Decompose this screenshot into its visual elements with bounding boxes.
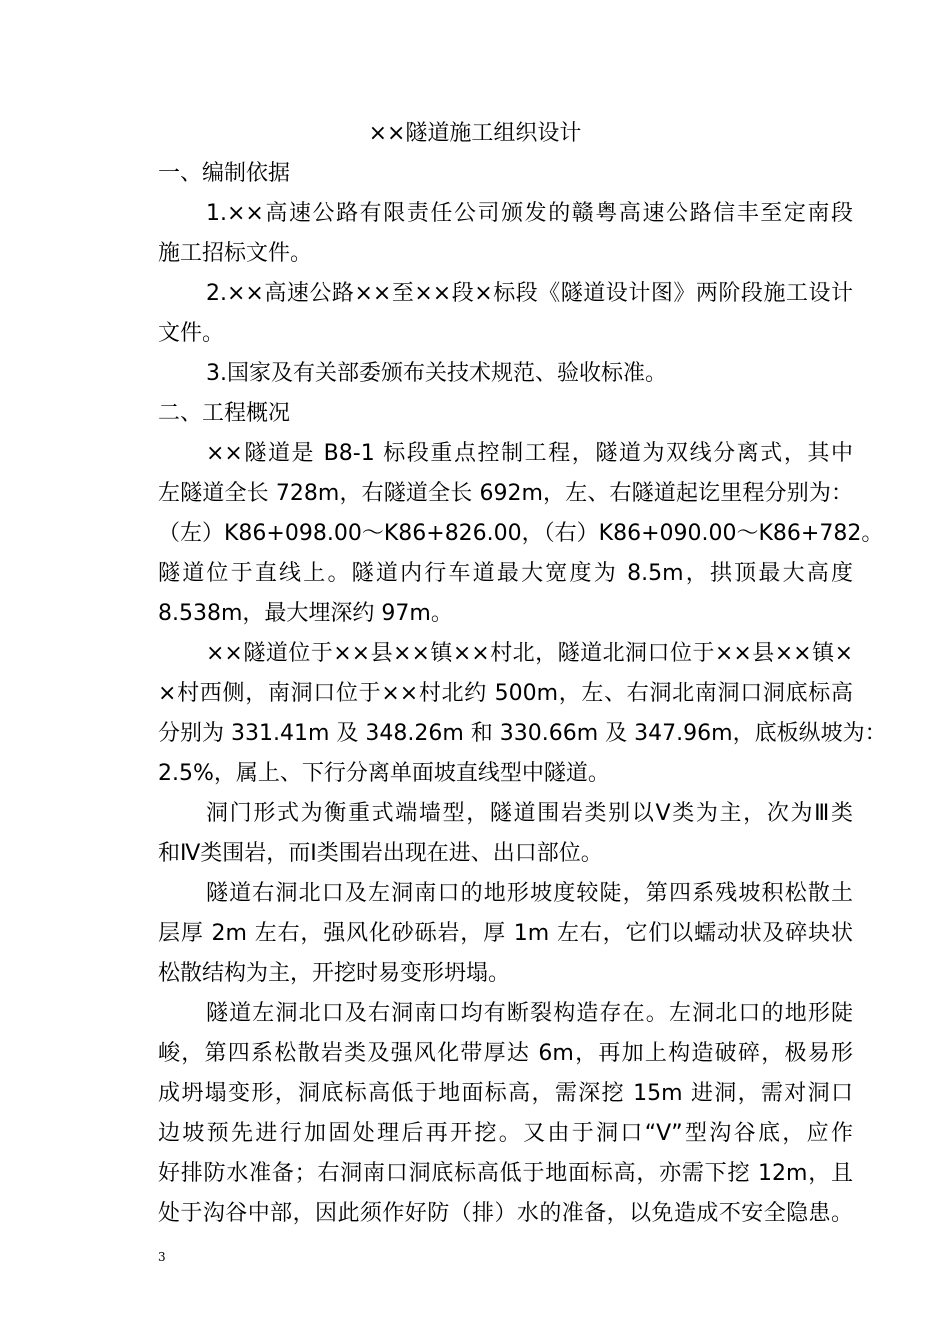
overview-paragraph-2-line-1: ××隧道位于××县××镇××村北，隧道北洞口位于××县××镇× [206, 641, 853, 666]
overview-paragraph-2-line-2: ×村西侧，南洞口位于××村北约 500m，左、右洞北南洞口洞底标高 [158, 681, 853, 706]
basis-item-3-line-1: 3.国家及有关部委颁布关技术规范、验收标准。 [206, 361, 667, 386]
overview-paragraph-5-line-1: 隧道左洞北口及右洞南口均有断裂构造存在。左洞北口的地形陡 [206, 1001, 853, 1026]
overview-paragraph-1-line-3: （左）K86+098.00～K86+826.00，（右）K86+090.00～K86+782。 [158, 521, 884, 546]
document-title: ××隧道施工组织设计 [368, 121, 582, 146]
basis-item-2-line-2: 文件。 [158, 321, 225, 346]
overview-paragraph-5-line-6: 处于沟谷中部，因此须作好防（排）水的准备，以免造成不安全隐患。 [158, 1201, 853, 1226]
basis-item-1-line-1: 1.××高速公路有限责任公司颁发的赣粤高速公路信丰至定南段 [206, 201, 853, 226]
page-number: 3 [158, 1250, 166, 1264]
overview-paragraph-1-line-4: 隧道位于直线上。隧道内行车道最大宽度为 8.5m，拱顶最大高度 [158, 561, 853, 586]
overview-paragraph-3-line-2: 和Ⅳ类围岩，而Ⅰ类围岩出现在进、出口部位。 [158, 841, 603, 866]
basis-item-2-line-1: 2.××高速公路××至××段×标段《隧道设计图》两阶段施工设计 [206, 281, 853, 306]
overview-paragraph-5-line-4: 边坡预先进行加固处理后再开挖。又由于洞口“V”型沟谷底，应作 [158, 1121, 853, 1146]
overview-paragraph-5-line-3: 成坍塌变形，洞底标高低于地面标高，需深挖 15m 进洞，需对洞口 [158, 1081, 853, 1106]
overview-paragraph-1-line-1: ××隧道是 B8-1 标段重点控制工程，隧道为双线分离式，其中 [206, 441, 853, 466]
overview-paragraph-5-line-5: 好排防水准备；右洞南口洞底标高低于地面标高，亦需下挖 12m，且 [158, 1161, 853, 1186]
section-heading-overview: 二、工程概况 [158, 401, 291, 426]
overview-paragraph-3-line-1: 洞门形式为衡重式端墙型，隧道围岩类别以Ⅴ类为主，次为Ⅲ类 [206, 801, 853, 826]
overview-paragraph-4-line-3: 松散结构为主，开挖时易变形坍塌。 [158, 961, 511, 986]
overview-paragraph-4-line-1: 隧道右洞北口及左洞南口的地形坡度较陡，第四系残坡积松散土 [206, 881, 853, 906]
overview-paragraph-1-line-2: 左隧道全长 728m，右隧道全长 692m，左、右隧道起讫里程分别为： [158, 481, 853, 506]
overview-paragraph-4-line-2: 层厚 2m 左右，强风化砂砾岩，厚 1m 左右，它们以蠕动状及碎块状 [158, 921, 853, 946]
section-heading-basis: 一、编制依据 [158, 161, 291, 186]
basis-item-1-line-2: 施工招标文件。 [158, 241, 313, 266]
overview-paragraph-2-line-3: 分别为 331.41m 及 348.26m 和 330.66m 及 347.96m，底板纵坡为： [158, 721, 887, 746]
overview-paragraph-5-line-2: 峻，第四系松散岩类及强风化带厚达 6m，再加上构造破碎，极易形 [158, 1041, 853, 1066]
overview-paragraph-1-line-5: 8.538m，最大埋深约 97m。 [158, 601, 453, 626]
overview-paragraph-2-line-4: 2.5%，属上、下行分离单面坡直线型中隧道。 [158, 761, 610, 786]
